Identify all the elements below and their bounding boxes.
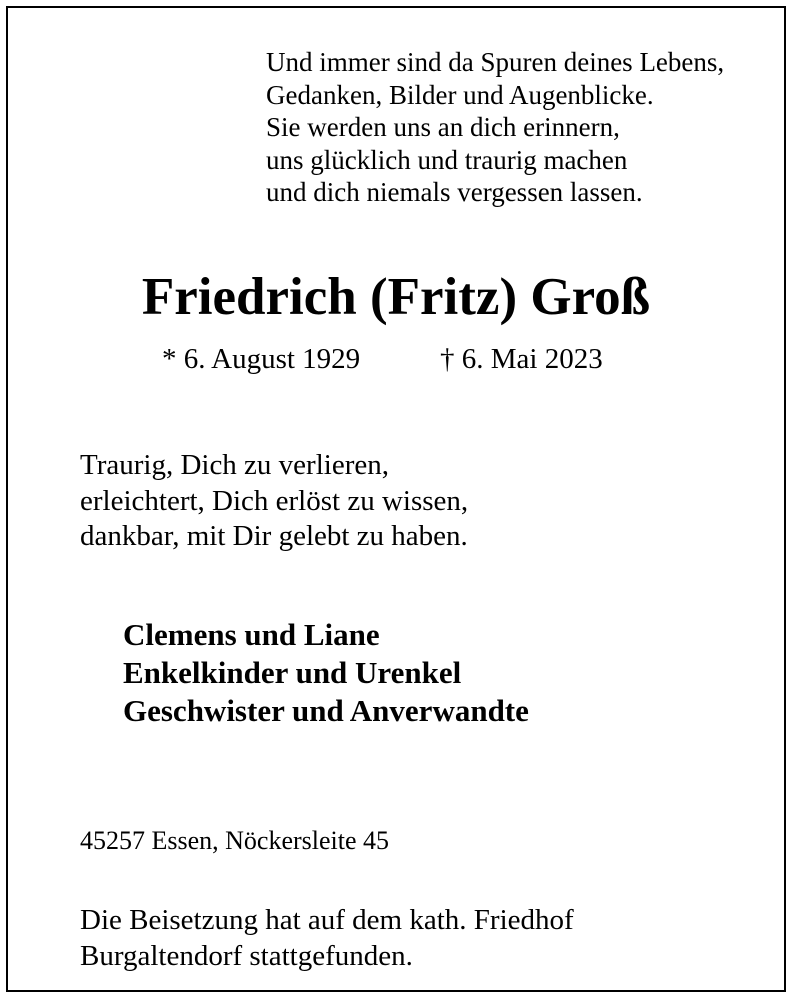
burial-line: Die Beisetzung hat auf dem kath. Friedhof xyxy=(80,904,574,936)
mourners-list xyxy=(123,616,529,730)
mourner-line: Clemens und Liane xyxy=(123,617,380,652)
burial-note xyxy=(80,902,574,974)
poem-line: Und immer sind da Spuren deines Lebens, xyxy=(266,47,725,77)
mourner-line: Geschwister und Anverwandte xyxy=(123,693,529,728)
poem-line: Sie werden uns an dich erinnern, xyxy=(266,112,620,142)
opening-poem xyxy=(266,46,724,209)
burial-line: Burgaltendorf stattgefunden. xyxy=(80,940,413,972)
obituary-notice xyxy=(6,6,786,992)
farewell-verse xyxy=(80,448,468,555)
family-address: 45257 Essen, Nöckersleite 45 xyxy=(80,826,390,855)
poem-line: Gedanken, Bilder und Augenblicke. xyxy=(266,79,654,110)
mourner-line: Enkelkinder und Urenkel xyxy=(123,655,462,690)
verse-line: dankbar, mit Dir gelebt zu haben. xyxy=(80,520,468,552)
deceased-name: Friedrich (Fritz) Groß xyxy=(141,268,651,326)
death-date: † 6. Mai 2023 xyxy=(440,343,603,375)
verse-line: Traurig, Dich zu verlieren, xyxy=(80,449,389,481)
poem-line: uns glücklich und traurig machen xyxy=(266,144,628,175)
poem-line: und dich niemals vergessen lassen. xyxy=(266,177,643,207)
verse-line: erleichtert, Dich erlöst zu wissen, xyxy=(80,484,469,517)
birth-date: * 6. August 1929 xyxy=(162,343,361,375)
